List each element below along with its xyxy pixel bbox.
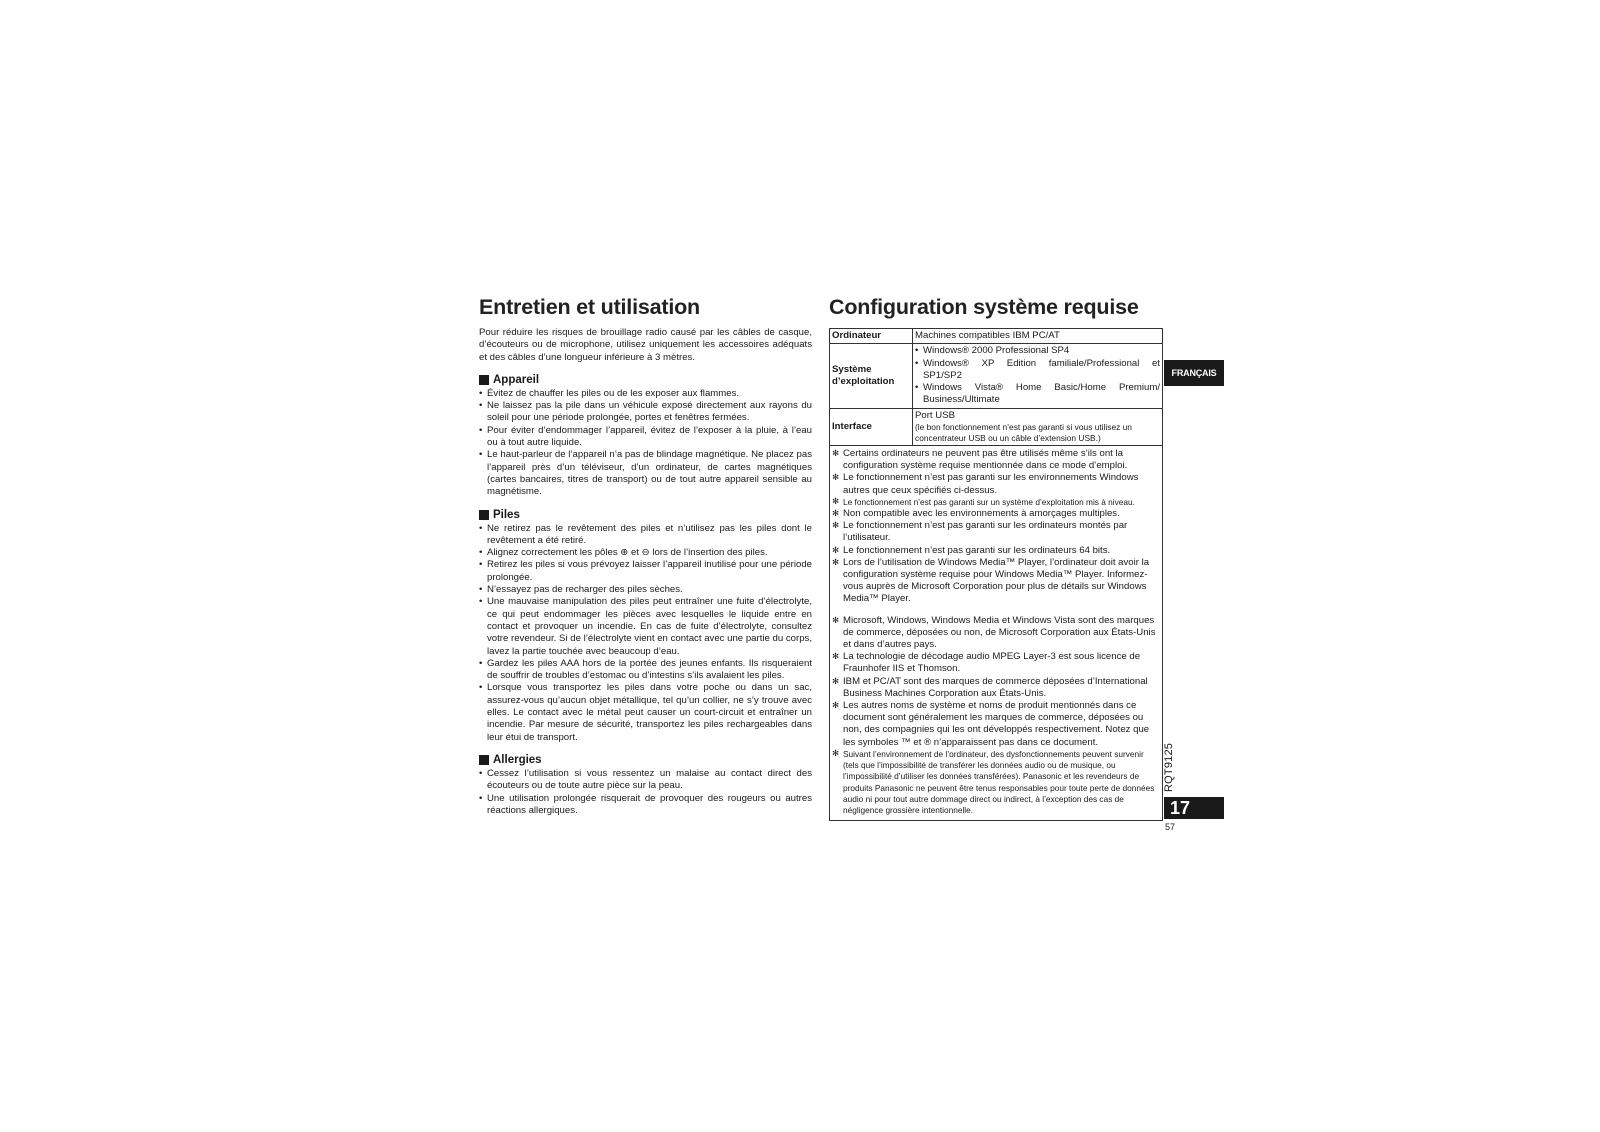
list-item: • Une utilisation prolongée risquerait de provoquer des rougeurs ou autres réactions allergiques.	[479, 793, 812, 818]
note-item: ✻ Non compatible avec les environnements à amorçages multiples.	[832, 508, 1159, 520]
system-requirements-table	[829, 328, 1163, 446]
list-piles	[479, 523, 812, 744]
list-appareil	[479, 388, 812, 499]
list-item: • Cessez l’utilisation si vous ressentez un malaise au contact direct des écouteurs ou de toute autre pièce sur la peau.	[479, 768, 812, 793]
page-title-config: Configuration système requise	[829, 295, 1139, 319]
sheet-number: 57	[1165, 822, 1176, 832]
list-item: • Une mauvaise manipulation des piles peut entraîner une fuite d’électrolyte, ce qui peut endommager les pièces avec lesquelles le liquide entre en contact et provoquer un incendie. En cas de fuite d’électrolyte, consultez votre revendeur. Si de l’électrolyte vient en contact avec une partie du corps, lavez la partie touchée avec beaucoup d’eau.	[479, 596, 812, 657]
list-allergies	[479, 768, 812, 817]
list-item: • Ne laissez pas la pile dans un véhicule exposé directement aux rayons du soleil pour une période prolongée, portes et fenêtres fermées.	[479, 400, 812, 425]
square-bullet-icon	[479, 755, 489, 765]
notes-box	[829, 446, 1163, 821]
table-row	[830, 408, 1163, 445]
section-heading-allergies: Allergies	[479, 754, 812, 767]
table-cell	[913, 344, 1163, 408]
note-item: ✻ Le fonctionnement n’est pas garanti sur les ordinateurs 64 bits.	[832, 545, 1159, 557]
list-item: • Windows® XP Edition familiale/Professional et SP1/SP2	[915, 358, 1160, 383]
table-row	[830, 344, 1163, 408]
note-item: ✻ Certains ordinateurs ne peuvent pas être utilisés même s’ils ont la configuration système requise mentionnée dans ce mode d’emploi.	[832, 448, 1159, 472]
right-column	[829, 292, 1163, 821]
list-item: • Retirez les piles si vous prévoyez laisser l’appareil inutilisé pour une période prolongée.	[479, 559, 812, 584]
list-item: • Lorsque vous transportez les piles dans votre poche ou dans un sac, assurez-vous qu’aucun objet métallique, tel qu’un collier, ne s’y trouve avec elles. Le contact avec le métal peut causer un court-circuit et entraîner un incendie. Par mesure de sécurité, transportez les piles rechargeables dans leur étui de transport.	[479, 682, 812, 743]
table-header-cell: Interface	[830, 408, 913, 445]
table-row	[830, 329, 1163, 344]
note-item: ✻ Le fonctionnement n’est pas garanti sur les ordinateurs montés par l’utilisateur.	[832, 520, 1159, 544]
interface-value: Port USB	[915, 409, 955, 421]
table-header-cell: Système d’exploitation	[830, 344, 913, 408]
square-bullet-icon	[479, 510, 489, 520]
list-item: • Windows® 2000 Professional SP4	[915, 345, 1160, 357]
note-item: ✻ Le fonctionnement n’est pas garanti sur un système d’exploitation mis à niveau.	[832, 497, 1159, 508]
left-column	[479, 292, 812, 817]
interface-note: (le bon fonctionnement n’est pas garanti si vous utilisez un concentrateur USB ou un câble d’extension USB.)	[915, 421, 1132, 443]
list-item: • N’essayez pas de recharger des piles sèches.	[479, 584, 812, 596]
list-item: • Le haut-parleur de l’appareil n’a pas de blindage magnétique. Ne placez pas l’appareil près d’un téléviseur, d’un ordinateur, de cartes magnétiques (cartes bancaires, titres de transport) ou de tout autre appareil sensible au magnétisme.	[479, 449, 812, 498]
section-heading-piles: Piles	[479, 509, 812, 522]
list-item: • Windows Vista® Home Basic/Home Premium/ Business/Ultimate	[915, 382, 1160, 407]
square-bullet-icon	[479, 375, 489, 385]
table-header-cell: Ordinateur	[830, 329, 913, 344]
table-cell	[913, 408, 1163, 445]
table-cell: Machines compatibles IBM PC/AT	[913, 329, 1163, 344]
trademark-note: ✻ Les autres noms de système et noms de produit mentionnés dans ce document sont généralement les marques de commerce, déposées ou non, des compagnies qui les ont développés respectivement. Notez que les symboles ™ et ® n’apparaissent pas dans ce document.	[832, 700, 1159, 749]
section-heading-appareil: Appareil	[479, 374, 812, 387]
disclaimer-note: ✻ Suivant l’environnement de l’ordinateur, des dysfonctionnements peuvent survenir (tels que l’impossibilité de transférer les données audio ou de musique, ou l’impossibilité d’utiliser les données transférées). Panasonic et les revendeurs de produits Panasonic ne peuvent être tenus responsables pour toute perte de données audio ni pour tout autre dommage direct ou indirect, à l’exception des cas de négligence grossière intentionnelle.	[832, 749, 1159, 817]
page-title-care: Entretien et utilisation	[479, 295, 700, 319]
list-item: • Pour éviter d’endommager l’appareil, évitez de l’exposer à la pluie, à l’eau ou à tout autre liquide.	[479, 425, 812, 450]
trademark-note: ✻ IBM et PC/AT sont des marques de commerce déposées d’International Business Machines Corporation aux États-Unis.	[832, 676, 1159, 700]
list-item: • Alignez correctement les pôles ⊕ et ⊖ lors de l’insertion des piles.	[479, 547, 812, 559]
note-item: ✻ Le fonctionnement n’est pas garanti sur les environnements Windows autres que ceux spécifiés ci-dessus.	[832, 472, 1159, 496]
intro-paragraph: Pour réduire les risques de brouillage radio causé par les câbles de casque, d’écouteurs ou de microphone, utilisez uniquement les accessoires adéquats et des câbles d’une longueur inférieure à 3 mètres.	[479, 327, 812, 363]
model-number: RQT9125	[1163, 742, 1175, 792]
page-number: 17	[1164, 797, 1224, 819]
list-item: • Gardez les piles AAA hors de la portée des jeunes enfants. Ils risqueraient de souffrir de troubles d’estomac ou d’intestins s’ils avalaient les piles.	[479, 658, 812, 683]
list-item: • Ne retirez pas le revêtement des piles et n’utilisez pas les piles dont le revêtement a été retiré.	[479, 523, 812, 548]
list-item: • Évitez de chauffer les piles ou de les exposer aux flammes.	[479, 388, 812, 400]
note-item: ✻ Lors de l’utilisation de Windows Media™ Player, l’ordinateur doit avoir la configuration système requise pour Windows Media™ Player. Informez-vous auprès de Microsoft Corporation pour plus de détails sur Windows Media™ Player.	[832, 557, 1159, 606]
trademark-note: ✻ Microsoft, Windows, Windows Media et Windows Vista sont des marques de commerce, déposées ou non, de Microsoft Corporation aux États-Unis et dans d’autres pays.	[832, 615, 1159, 652]
trademark-note: ✻ La technologie de décodage audio MPEG Layer-3 est sous licence de Fraunhofer IIS et Thomson.	[832, 651, 1159, 675]
language-tab: FRANÇAIS	[1164, 360, 1224, 386]
